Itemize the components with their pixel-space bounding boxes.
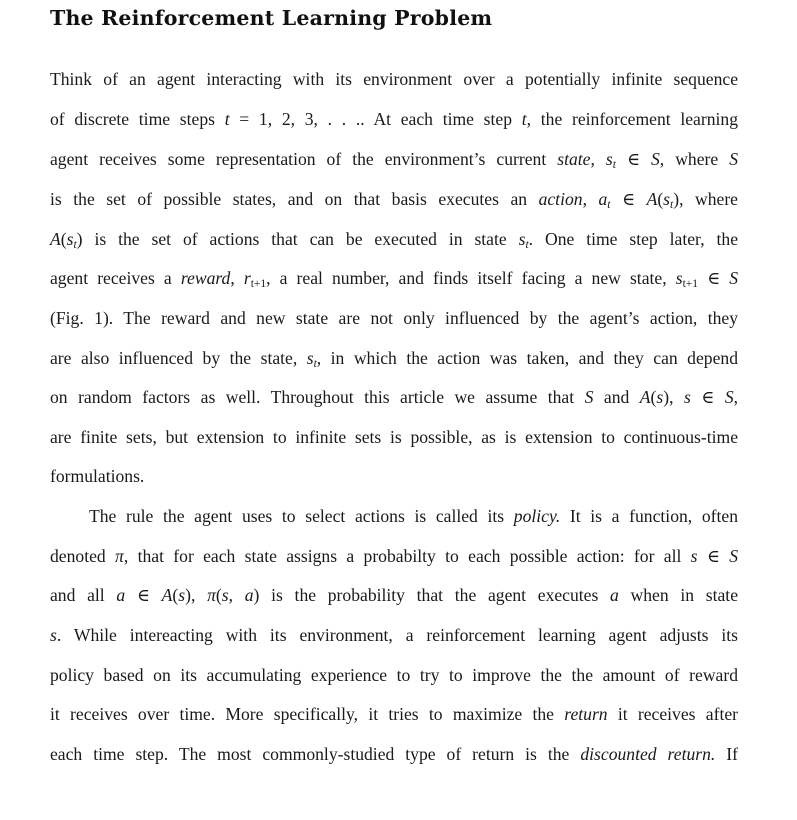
term-policy: policy. bbox=[513, 506, 561, 526]
paragraph-2-line-2: denoted π, that for each state assigns a probabilty to each possible action: for all s ∈ S bbox=[50, 546, 738, 566]
paragraph-1-line-8: are also influenced by the state, $s_t$, in which the action was taken, and they can depend bbox=[50, 348, 738, 370]
paragraph-1-line-7: (Fig. 1). The reward and new state are not only influenced by the agent’s action, they bbox=[50, 308, 738, 328]
term-action: action bbox=[538, 189, 583, 209]
paragraph-1-line-1: Think of an agent interacting with its environment over a potentially infinite sequence bbox=[50, 69, 738, 89]
term-return: return bbox=[564, 704, 608, 724]
paragraph-1-line-11: formulations. bbox=[50, 466, 145, 486]
section-title: The Reinforcement Learning Problem bbox=[50, 6, 493, 30]
paragraph-2-line-5: policy based on its accumulating experience to try to improve the the amount of reward bbox=[50, 665, 738, 685]
term-reward: reward bbox=[180, 268, 231, 288]
paragraph-2-line-3: and all a ∈ A(s), π(s, a) is the probability that the agent executes a when in state bbox=[50, 585, 738, 605]
paragraph-1-line-2: of discrete time steps t = 1, 2, 3, . . .. At each time step t, the reinforcement learning bbox=[50, 109, 738, 129]
term-discounted-return: discounted return. bbox=[580, 744, 716, 764]
paragraph-2-line-4: s. While intereacting with its environment, a reinforcement learning agent adjusts its bbox=[50, 625, 738, 645]
paragraph-2-line-7: each time step. The most commonly-studied type of return is the discounted return. If bbox=[50, 744, 738, 764]
paragraph-1-line-10: are finite sets, but extension to infinite sets is possible, as is extension to continuous-time bbox=[50, 427, 738, 447]
paragraph-1-line-5: $A(s_t)$ is the set of actions that can be executed in state $s_t$. One time step later, the bbox=[50, 229, 738, 251]
paragraph-1-line-9: on random factors as well. Throughout this article we assume that S and A(s), s ∈ S, bbox=[50, 387, 739, 407]
paragraph-1-line-4: is the set of possible states, and on that basis executes an action, $a_t$ ∈ $A(s_t)$, where bbox=[50, 189, 738, 211]
paragraph-2-line-1: The rule the agent uses to select actions is called its policy. It is a function, often bbox=[89, 506, 738, 526]
paragraph-1-line-6: agent receives a reward, $r_{t+1}$, a real number, and finds itself facing a new state, $s_{t+1}$ ∈ S bbox=[50, 268, 739, 290]
paragraph-1-line-3: agent receives some representation of the environment’s current state, $s_t$ ∈ S, where S bbox=[50, 149, 738, 171]
term-state: state bbox=[557, 149, 591, 169]
paragraph-2-line-6: it receives over time. More specifically, it tries to maximize the return it receives after bbox=[50, 704, 738, 724]
